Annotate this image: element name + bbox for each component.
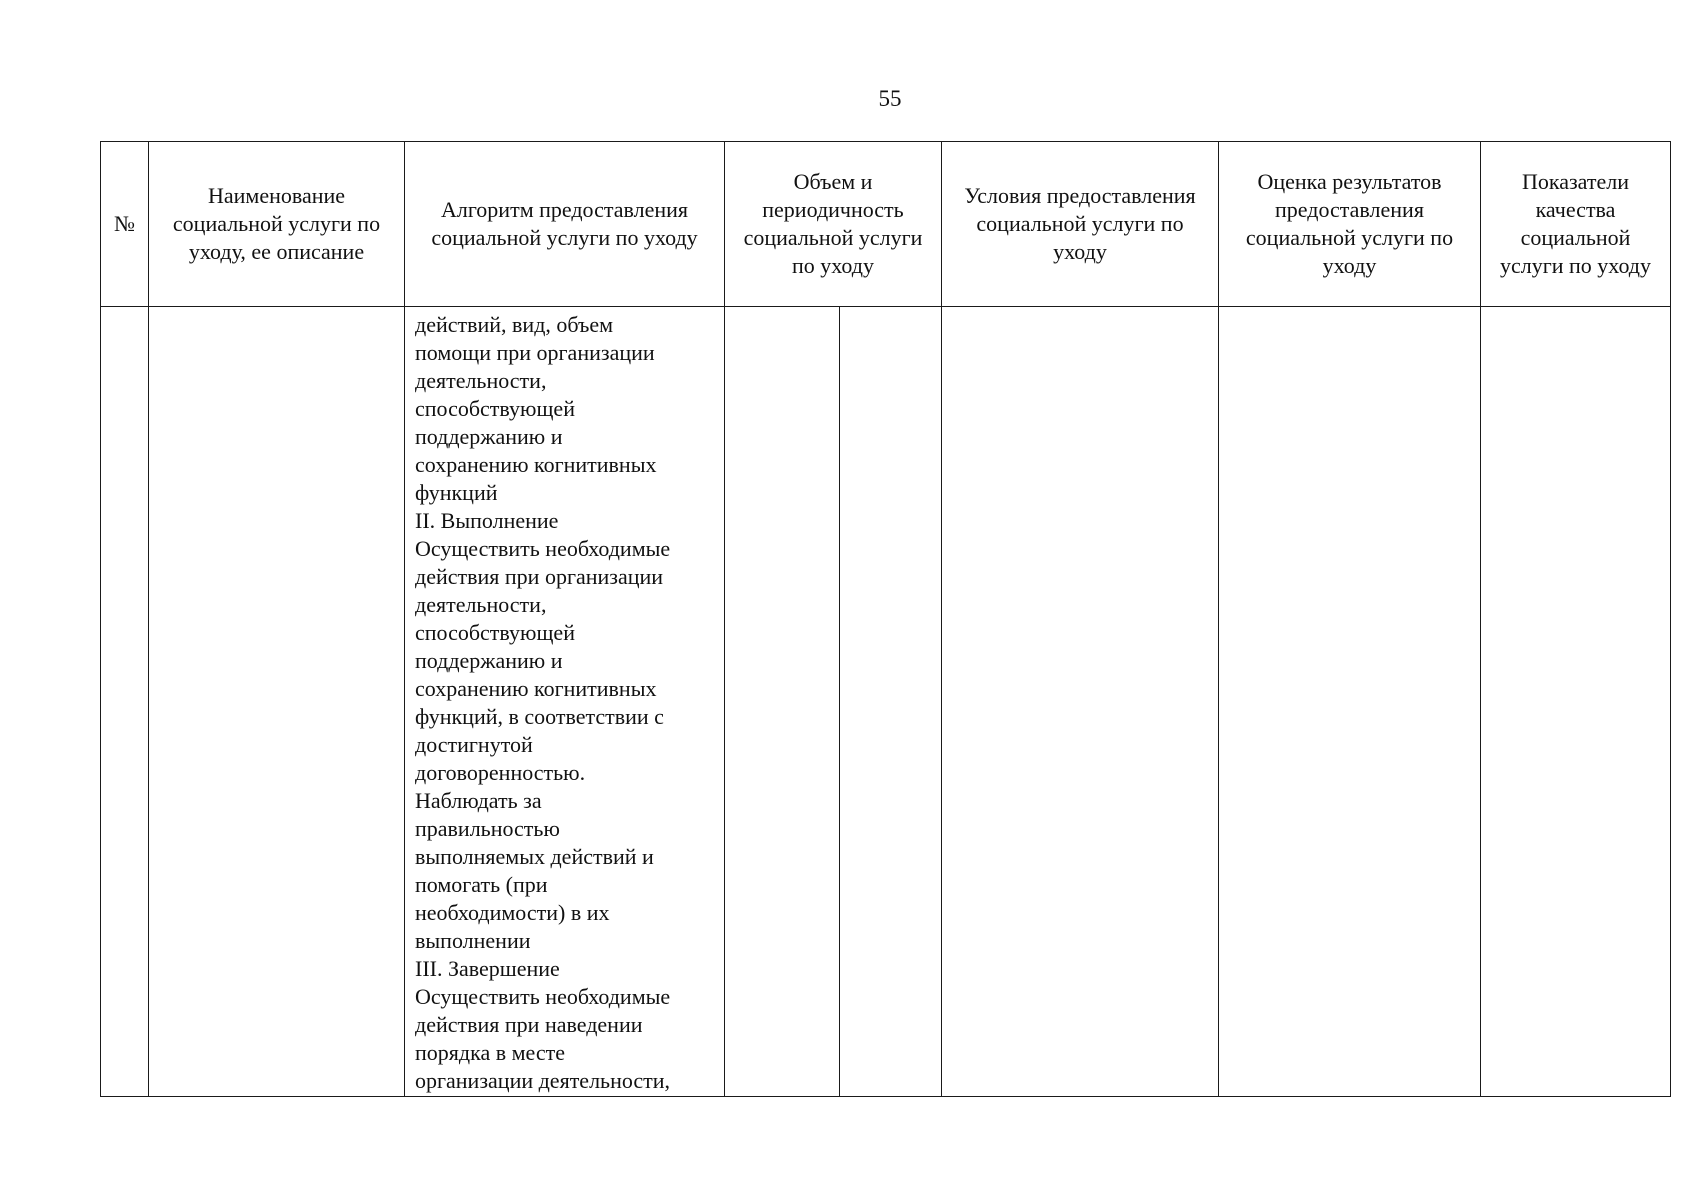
algorithm-text-line: порядка в месте bbox=[415, 1040, 565, 1065]
header-algorithm: Алгоритм предоставления социальной услуги по уходу bbox=[405, 142, 725, 307]
algorithm-text-line: Осуществить необходимые bbox=[415, 984, 671, 1009]
algorithm-text-line: функций bbox=[415, 480, 498, 505]
algorithm-text-line: необходимости) в их bbox=[415, 900, 610, 925]
header-conditions: Условия предоставления социальной услуги по уходу bbox=[942, 142, 1219, 307]
algorithm-text-line: выполнении bbox=[415, 928, 531, 953]
algorithm-text-line: способствующей bbox=[415, 620, 575, 645]
algorithm-text-line: деятельности, bbox=[415, 368, 547, 393]
algorithm-text-line: сохранению когнитивных bbox=[415, 452, 657, 477]
header-quality-indicators: Показатели качества социальной услуги по уходу bbox=[1481, 142, 1671, 307]
table-row bbox=[101, 307, 1671, 1097]
header-results-assessment: Оценка результатов предоставления социальной услуги по уходу bbox=[1219, 142, 1481, 307]
cell-algorithm bbox=[405, 307, 725, 1097]
table-header-row bbox=[101, 142, 1671, 307]
algorithm-text-line: выполняемых действий и bbox=[415, 844, 654, 869]
page-number: 55 bbox=[878, 86, 902, 111]
cell-quality-indicators bbox=[1481, 307, 1671, 1097]
algorithm-text-line: способствующей bbox=[415, 396, 575, 421]
algorithm-text-line: действий, вид, объем bbox=[415, 312, 614, 337]
algorithm-text-line: сохранению когнитивных bbox=[415, 676, 657, 701]
header-service-name: Наименование социальной услуги по уходу, ее описание bbox=[149, 142, 405, 307]
algorithm-text-line: II. Выполнение bbox=[415, 508, 559, 533]
cell-number bbox=[101, 307, 149, 1097]
cell-service-name bbox=[149, 307, 405, 1097]
algorithm-text-line: правильностью bbox=[415, 816, 560, 841]
cell-frequency bbox=[840, 307, 942, 1097]
algorithm-text-line: помогать (при bbox=[415, 872, 548, 897]
header-volume-frequency: Объем и периодичность социальной услуги по уходу bbox=[725, 142, 942, 307]
algorithm-text-line: Осуществить необходимые bbox=[415, 536, 671, 561]
service-table bbox=[100, 141, 1671, 1097]
algorithm-text-line: действия при организации bbox=[415, 564, 664, 589]
algorithm-text-line: Наблюдать за bbox=[415, 788, 542, 813]
algorithm-text bbox=[415, 311, 724, 1095]
algorithm-text-line: деятельности, bbox=[415, 592, 547, 617]
cell-volume bbox=[725, 307, 840, 1097]
algorithm-text-line: поддержанию и bbox=[415, 424, 563, 449]
cell-conditions bbox=[942, 307, 1219, 1097]
algorithm-text-line: договоренностью. bbox=[415, 760, 586, 785]
header-number: № bbox=[101, 142, 149, 307]
algorithm-text-line: организации деятельности, bbox=[415, 1068, 671, 1093]
cell-results-assessment bbox=[1219, 307, 1481, 1097]
algorithm-text-line: достигнутой bbox=[415, 732, 533, 757]
algorithm-text-line: поддержанию и bbox=[415, 648, 563, 673]
algorithm-text-line: действия при наведении bbox=[415, 1012, 643, 1037]
algorithm-text-line: функций, в соответствии с bbox=[415, 704, 664, 729]
algorithm-text-line: помощи при организации bbox=[415, 340, 655, 365]
algorithm-text-line: III. Завершение bbox=[415, 956, 560, 981]
